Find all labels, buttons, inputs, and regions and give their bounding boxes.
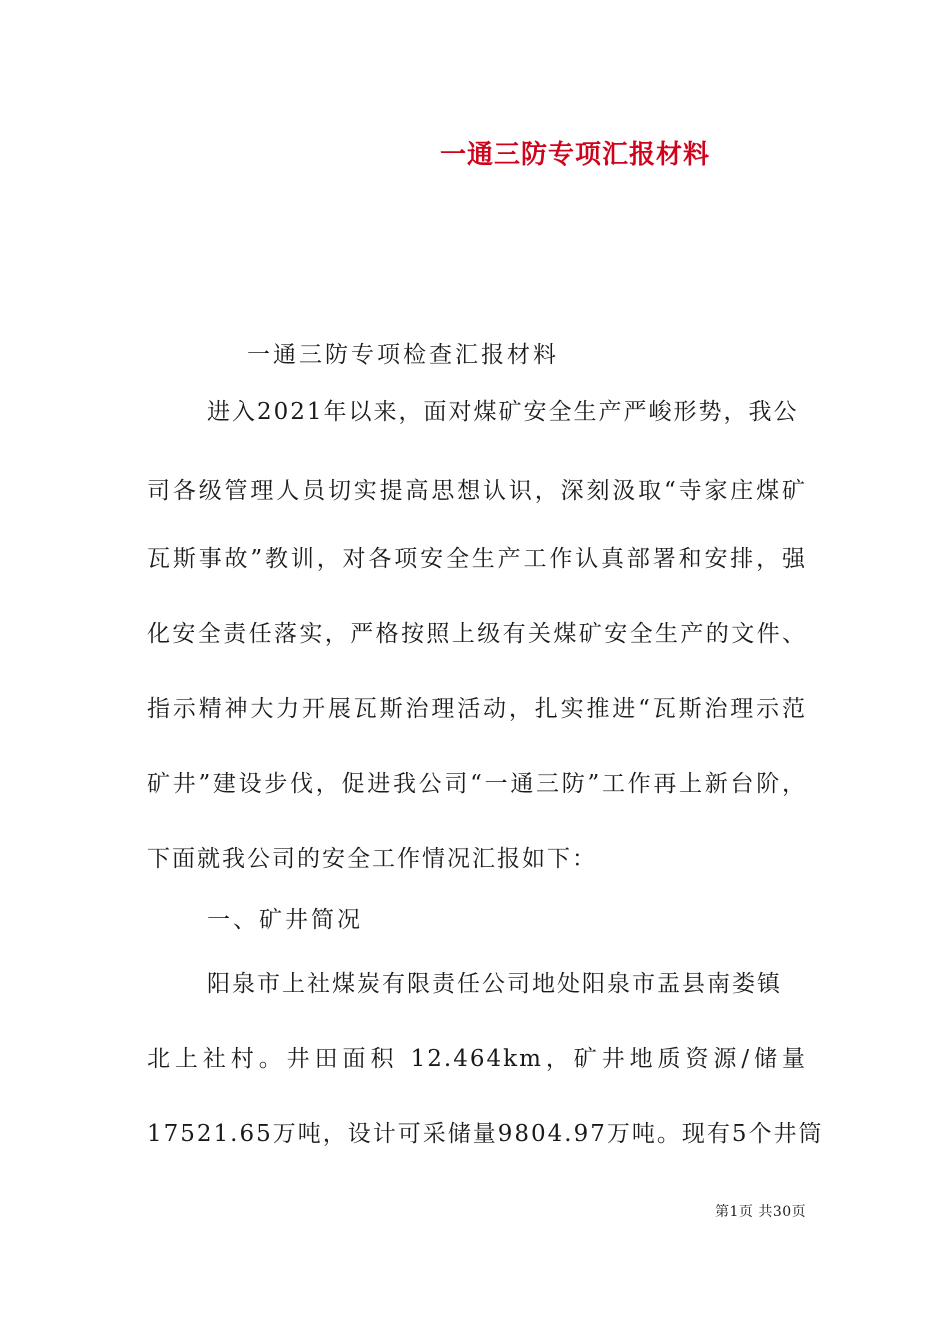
paragraph-line: 指示精神大力开展瓦斯治理活动，扎实推进“瓦斯治理示范	[147, 696, 807, 722]
paragraph-line: 化安全责任落实，严格按照上级有关煤矿安全生产的文件、	[147, 621, 807, 647]
paragraph-line: 17521.65万吨，设计可采储量9804.97万吨。现有5个井筒	[147, 1121, 824, 1147]
document-subtitle: 一通三防专项检查汇报材料	[247, 342, 559, 368]
document-title-text: 一通三防专项汇报材料	[439, 140, 710, 170]
paragraph-line: 下面就我公司的安全工作情况汇报如下：	[147, 846, 597, 872]
paragraph-line: 进入2021年以来，面对煤矿安全生产严峻形势，我公	[207, 399, 799, 425]
paragraph-line: 北上社村。井田面积 12.464km，矿井地质资源/储量	[147, 1046, 807, 1072]
paragraph-line: 司各级管理人员切实提高思想认识，深刻汲取“寺家庄煤矿	[147, 478, 807, 504]
page-number-footer: 第1页 共30页	[715, 1204, 807, 1220]
section-heading: 一、矿井简况	[207, 907, 363, 933]
document-title	[0, 134, 950, 171]
paragraph-line: 瓦斯事故”教训，对各项安全生产工作认真部署和安排，强	[147, 546, 807, 572]
paragraph-line: 阳泉市上社煤炭有限责任公司地处阳泉市盂县南娄镇	[207, 971, 782, 997]
paragraph-line: 矿井”建设步伐，促进我公司“一通三防”工作再上新台阶，	[147, 771, 807, 797]
